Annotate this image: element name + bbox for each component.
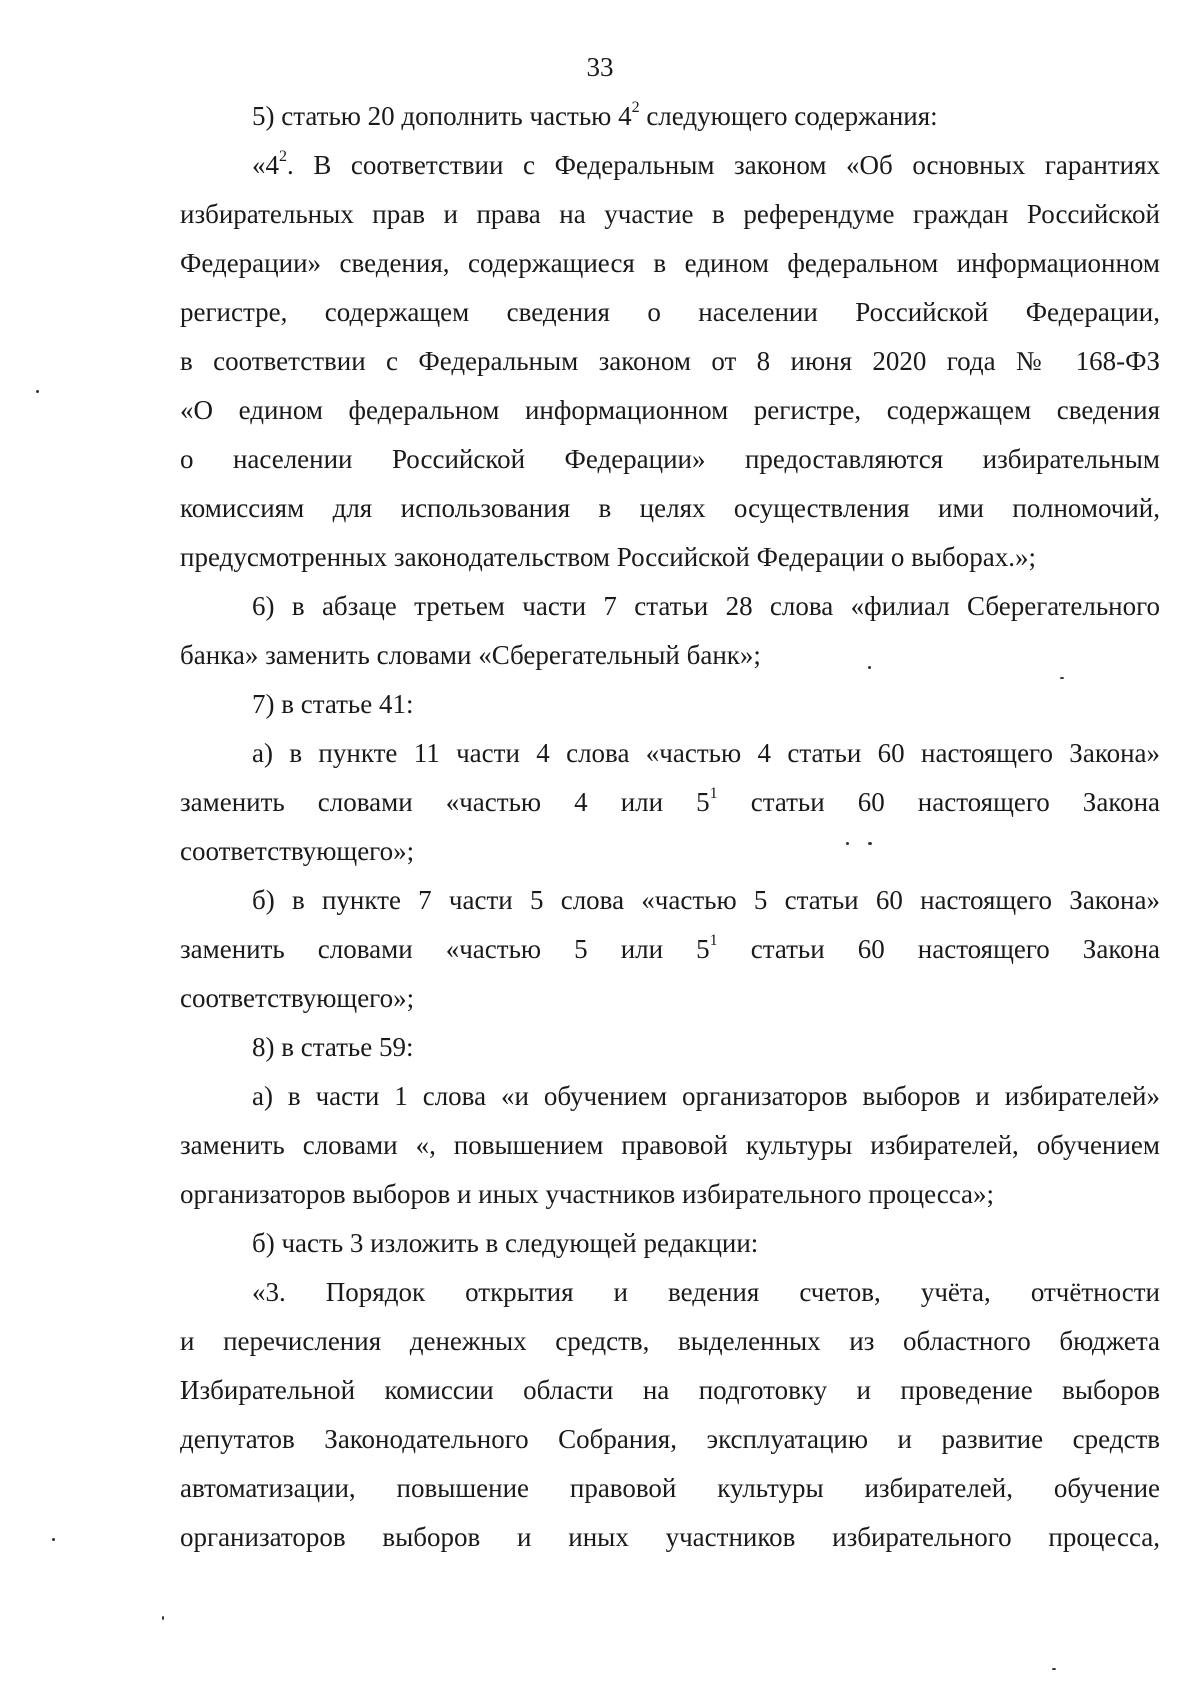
paragraph-7: 7) в статье 41: xyxy=(252,689,414,719)
quote-line xyxy=(180,141,1160,190)
text-line: в соответствии с Федеральным законом от 8 июня 2020 года № 168-ФЗ xyxy=(180,346,1160,376)
scan-speck xyxy=(1060,677,1064,679)
text-line: банка» заменить словами «Сберегательный банк»; xyxy=(180,640,761,670)
text-line: . В соответствии с Федеральным законом «Об основных гарантиях xyxy=(287,150,1160,180)
text-line: комиссиям для использования в целях осуществления ими полномочий, xyxy=(180,493,1160,523)
subparagraph-8a: а) в части 1 слова «и обучением организаторов выборов и избирателей» xyxy=(252,1081,1160,1111)
text-line: «4 xyxy=(252,150,279,180)
text-line: заменить словами «, повышением правовой культуры избирателей, обучением xyxy=(180,1130,1160,1160)
text-line: организаторов выборов и иных участников избирательного процесса, xyxy=(180,1522,1160,1552)
text-line: о населении Российской Федерации» предоставляются избирательным xyxy=(180,444,1160,474)
scan-speck xyxy=(868,842,872,845)
document-body xyxy=(180,92,1160,1562)
scan-speck xyxy=(846,842,849,845)
text-line: и перечисления денежных средств, выделенных из областного бюджета xyxy=(180,1326,1160,1356)
superscript: 1 xyxy=(709,932,718,949)
paragraph-8: 8) в статье 59: xyxy=(252,1032,414,1062)
text-line: депутатов Законодательного Собрания, эксплуатацию и развитие средств xyxy=(180,1424,1160,1454)
subparagraph-7b: б) в пункте 7 части 5 слова «частью 5 статьи 60 настоящего Закона» xyxy=(252,885,1160,915)
text-line: статьи 60 настоящего Закона xyxy=(717,934,1160,964)
text-line: избирательных прав и права на участие в референдуме граждан Российской xyxy=(180,199,1160,229)
text-line: 5) статью 20 дополнить частью 4 xyxy=(252,101,632,131)
text-line: организаторов выборов и иных участников избирательного процесса»; xyxy=(180,1179,995,1209)
text-line: автоматизации, повышение правовой культуры избирателей, обучение xyxy=(180,1473,1160,1503)
text-line: предусмотренных законодательством Российской Федерации о выборах.»; xyxy=(180,542,1036,572)
text-line: Федерации» сведения, содержащиеся в едином федеральном информационном xyxy=(180,248,1160,278)
text-line: «О едином федеральном информационном регистре, содержащем сведения xyxy=(180,395,1160,425)
superscript: 2 xyxy=(631,99,640,116)
superscript: 1 xyxy=(709,785,718,802)
scan-speck xyxy=(52,1538,55,1541)
scan-speck xyxy=(36,390,39,393)
text-line: соответствующего»; xyxy=(180,836,415,866)
superscript: 2 xyxy=(279,148,287,165)
quote-line xyxy=(180,925,1160,974)
paragraph-5 xyxy=(180,92,1160,141)
text-line: заменить словами «частью 5 или 5 xyxy=(180,934,710,964)
text-line: статьи 60 настоящего Закона xyxy=(717,787,1160,817)
text-line: Избирательной комиссии области на подготовку и проведение выборов xyxy=(180,1375,1160,1405)
text-line: следующего содержания: xyxy=(639,101,938,131)
scan-speck xyxy=(868,666,871,669)
page-number: 33 xyxy=(586,52,614,82)
quote-line xyxy=(180,778,1160,827)
quote-line: «3. Порядок открытия и ведения счетов, учёта, отчётности xyxy=(252,1277,1160,1307)
subparagraph-7a: а) в пункте 11 части 4 слова «частью 4 статьи 60 настоящего Закона» xyxy=(252,738,1160,768)
text-line: регистре, содержащем сведения о населении Российской Федерации, xyxy=(180,297,1160,327)
text-line: соответствующего»; xyxy=(180,983,415,1013)
paragraph-6: 6) в абзаце третьем части 7 статьи 28 слова «филиал Сберегательного xyxy=(252,591,1160,621)
scan-speck xyxy=(162,1616,164,1620)
scan-speck xyxy=(1052,1668,1056,1670)
text-line: заменить словами «частью 4 или 5 xyxy=(180,787,710,817)
subparagraph-8b: б) часть 3 изложить в следующей редакции: xyxy=(252,1228,759,1258)
